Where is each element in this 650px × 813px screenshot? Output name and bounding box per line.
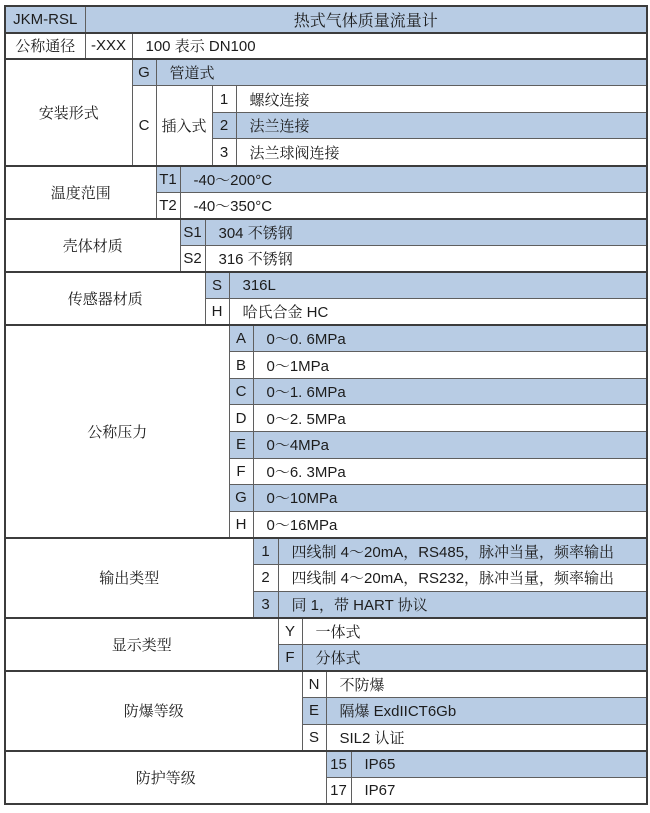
pressure-option-desc: 0～6. 3MPa xyxy=(253,458,647,485)
display-option-desc: 一体式 xyxy=(302,618,647,645)
pressure-option-code: D xyxy=(229,405,253,432)
dn-desc: 100 表示 DN100 xyxy=(132,33,647,60)
pressure-option-desc: 0～1MPa xyxy=(253,352,647,379)
pressure-option-desc: 0～10MPa xyxy=(253,485,647,512)
dn-label: 公称通径 xyxy=(5,33,85,60)
explosion-option-desc: 隔爆 ExdIICT6Gb xyxy=(326,697,647,724)
output-option-desc: 四线制 4～20mA，RS485，脉冲当量，频率输出 xyxy=(278,538,647,565)
housing-label: 壳体材质 xyxy=(5,219,180,272)
dn-code: -XXX xyxy=(85,33,132,60)
output-option-code: 3 xyxy=(253,591,278,618)
row-output-1 xyxy=(5,538,647,565)
sensor-option-code: S xyxy=(205,272,229,299)
ordering-code-table xyxy=(4,5,648,805)
explosion-option-desc: SIL2 认证 xyxy=(326,724,647,751)
protection-option-desc: IP65 xyxy=(351,751,647,778)
protection-option-code: 17 xyxy=(326,777,351,804)
display-option-code: Y xyxy=(278,618,302,645)
pressure-option-code: A xyxy=(229,325,253,352)
install-label: 安装形式 xyxy=(5,59,132,165)
pressure-option-code: H xyxy=(229,511,253,538)
row-housing-1 xyxy=(5,219,647,246)
explosion-option-code: E xyxy=(302,697,326,724)
row-install-pipe xyxy=(5,59,647,86)
pressure-option-code: G xyxy=(229,485,253,512)
output-option-code: 2 xyxy=(253,564,278,591)
row-header xyxy=(5,6,647,33)
output-option-desc: 同 1，带 HART 协议 xyxy=(278,591,647,618)
temp-option-desc: -40～350°C xyxy=(180,192,647,219)
row-pressure-A xyxy=(5,325,647,352)
install-pipe-code: G xyxy=(132,59,156,86)
display-option-desc: 分体式 xyxy=(302,644,647,671)
model-code: JKM-RSL xyxy=(5,6,85,33)
housing-option-code: S1 xyxy=(180,219,205,246)
install-option-code: 2 xyxy=(212,112,236,139)
pressure-option-code: F xyxy=(229,458,253,485)
pressure-option-desc: 0～1. 6MPa xyxy=(253,378,647,405)
row-protection-1 xyxy=(5,751,647,778)
protection-label: 防护等级 xyxy=(5,751,326,804)
explosion-label: 防爆等级 xyxy=(5,671,302,751)
sensor-label: 传感器材质 xyxy=(5,272,205,325)
install-option-desc: 法兰球阀连接 xyxy=(236,139,647,166)
pressure-option-desc: 0～16MPa xyxy=(253,511,647,538)
sensor-option-code: H xyxy=(205,299,229,326)
protection-option-desc: IP67 xyxy=(351,777,647,804)
display-label: 显示类型 xyxy=(5,618,278,671)
install-insert-label: 插入式 xyxy=(156,86,212,166)
install-pipe-desc: 管道式 xyxy=(156,59,647,86)
install-option-code: 1 xyxy=(212,86,236,113)
explosion-option-code: N xyxy=(302,671,326,698)
pressure-option-code: C xyxy=(229,378,253,405)
pressure-option-desc: 0～4MPa xyxy=(253,432,647,459)
temp-option-desc: -40～200°C xyxy=(180,166,647,193)
housing-option-desc: 304 不锈钢 xyxy=(205,219,647,246)
protection-option-code: 15 xyxy=(326,751,351,778)
output-label: 输出类型 xyxy=(5,538,253,618)
display-option-code: F xyxy=(278,644,302,671)
pressure-option-code: E xyxy=(229,432,253,459)
pressure-label: 公称压力 xyxy=(5,325,229,538)
install-insert-code: C xyxy=(132,86,156,166)
temp-label: 温度范围 xyxy=(5,166,156,219)
row-explosion-1 xyxy=(5,671,647,698)
pressure-option-desc: 0～0. 6MPa xyxy=(253,325,647,352)
temp-option-code: T2 xyxy=(156,192,180,219)
install-option-code: 3 xyxy=(212,139,236,166)
housing-option-desc: 316 不锈钢 xyxy=(205,245,647,272)
temp-option-code: T1 xyxy=(156,166,180,193)
housing-option-code: S2 xyxy=(180,245,205,272)
explosion-option-code: S xyxy=(302,724,326,751)
install-option-desc: 法兰连接 xyxy=(236,112,647,139)
output-option-code: 1 xyxy=(253,538,278,565)
output-option-desc: 四线制 4～20mA，RS232，脉冲当量，频率输出 xyxy=(278,564,647,591)
row-sensor-1 xyxy=(5,272,647,299)
explosion-option-desc: 不防爆 xyxy=(326,671,647,698)
install-option-desc: 螺纹连接 xyxy=(236,86,647,113)
pressure-option-desc: 0～2. 5MPa xyxy=(253,405,647,432)
row-dn xyxy=(5,33,647,60)
sensor-option-desc: 316L xyxy=(229,272,647,299)
page-title: 热式气体质量流量计 xyxy=(85,6,647,33)
row-display-1 xyxy=(5,618,647,645)
row-temp-1 xyxy=(5,166,647,193)
pressure-option-code: B xyxy=(229,352,253,379)
sensor-option-desc: 哈氏合金 HC xyxy=(229,299,647,326)
